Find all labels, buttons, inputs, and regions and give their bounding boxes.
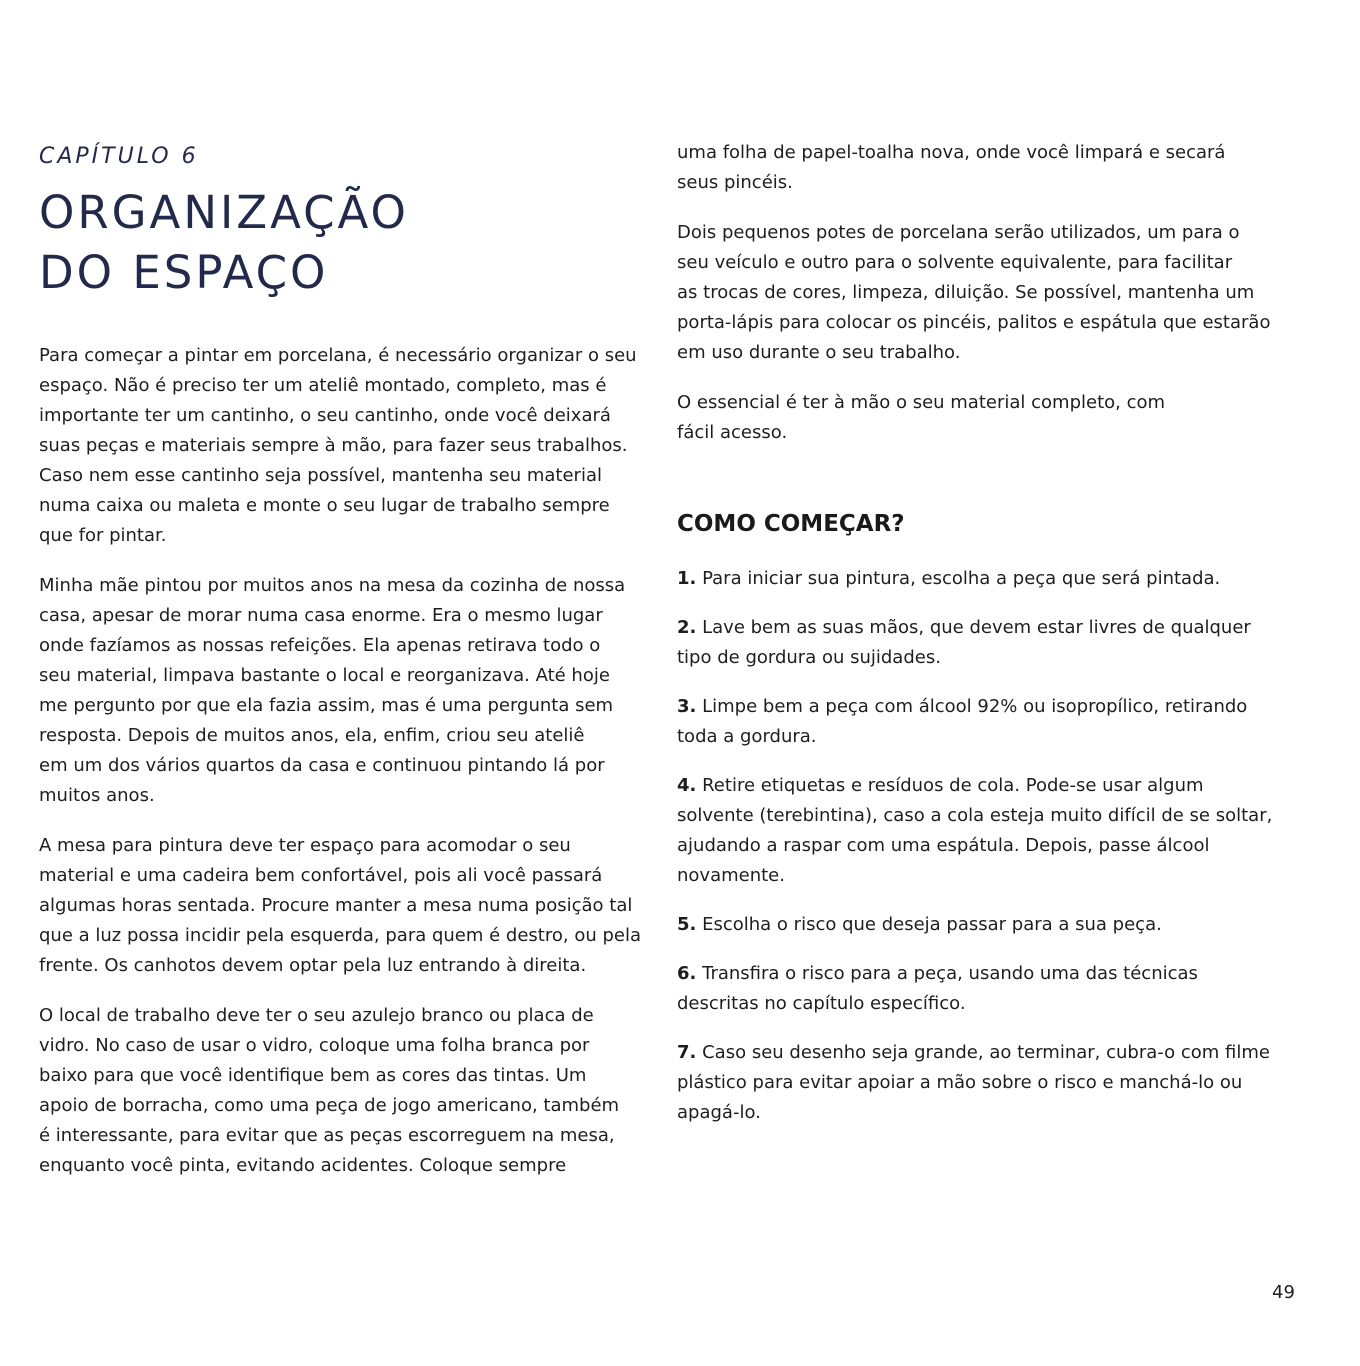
step-text: Retire etiquetas e resíduos de cola. Pode-se usar algum (702, 775, 1204, 796)
step-item (677, 959, 1272, 1019)
paragraph (39, 831, 641, 981)
paragraph-line: resposta. Depois de muitos anos, ela, enfim, criou seu ateliê (39, 725, 585, 746)
paragraph-line: importante ter um cantinho, o seu cantinho, onde você deixará (39, 405, 611, 426)
step-line (677, 1038, 1272, 1068)
step-line (677, 643, 1272, 673)
step-number: 2. (677, 617, 697, 638)
chapter-title-line-1: ORGANIZAÇÃO (39, 186, 409, 239)
step-item (677, 771, 1272, 891)
step-text: apagá-lo. (677, 1102, 761, 1123)
chapter-title-line-2: DO ESPAÇO (39, 246, 329, 299)
paragraph-line: frente. Os canhotos devem optar pela luz entrando à direita. (39, 955, 587, 976)
step-number: 1. (677, 568, 697, 589)
step-line (677, 831, 1272, 861)
step-text: toda a gordura. (677, 726, 817, 747)
paragraph-line: espaço. Não é preciso ter um ateliê montado, completo, mas é (39, 375, 607, 396)
step-text: tipo de gordura ou sujidades. (677, 647, 941, 668)
paragraph (677, 388, 1237, 448)
paragraph-line: porta-lápis para colocar os pincéis, palitos e espátula que estarão (677, 312, 1271, 333)
step-text: plástico para evitar apoiar a mão sobre o risco e manchá-lo ou (677, 1072, 1243, 1093)
step-line (677, 959, 1272, 989)
step-number: 6. (677, 963, 697, 984)
paragraph-line: A mesa para pintura deve ter espaço para acomodar o seu (39, 835, 571, 856)
paragraph-line: onde fazíamos as nossas refeições. Ela apenas retirava todo o (39, 635, 601, 656)
right-text-column (677, 138, 1271, 468)
step-item (677, 564, 1272, 594)
step-line (677, 692, 1272, 722)
paragraph-line: casa, apesar de morar numa casa enorme. Era o mesmo lugar (39, 605, 603, 626)
section-heading: COMO COMEÇAR? (677, 511, 905, 537)
step-line (677, 564, 1272, 594)
step-number: 3. (677, 696, 697, 717)
step-line (677, 613, 1272, 643)
paragraph-line: numa caixa ou maleta e monte o seu lugar de trabalho sempre (39, 495, 610, 516)
paragraph-line: Dois pequenos potes de porcelana serão utilizados, um para o (677, 222, 1240, 243)
paragraph-line: em uso durante o seu trabalho. (677, 342, 961, 363)
step-number: 4. (677, 775, 697, 796)
paragraph-line: seu material, limpava bastante o local e reorganizava. Até hoje (39, 665, 610, 686)
step-text: Transfira o risco para a peça, usando uma das técnicas (702, 963, 1198, 984)
step-item (677, 613, 1272, 673)
paragraph-line: material e uma cadeira bem confortável, pois ali você passará (39, 865, 603, 886)
chapter-title (39, 183, 409, 303)
paragraph-line: seus pincéis. (677, 172, 793, 193)
step-text: Para iniciar sua pintura, escolha a peça que será pintada. (702, 568, 1221, 589)
paragraph-line: uma folha de papel-toalha nova, onde você limpará e secará (677, 142, 1226, 163)
step-text: descritas no capítulo específico. (677, 993, 966, 1014)
paragraph-line: que a luz possa incidir pela esquerda, para quem é destro, ou pela (39, 925, 641, 946)
paragraph-line: fácil acesso. (677, 422, 788, 443)
step-line (677, 1068, 1272, 1098)
paragraph-line: as trocas de cores, limpeza, diluição. Se possível, mantenha um (677, 282, 1255, 303)
paragraph-line: me pergunto por que ela fazia assim, mas é uma pergunta sem (39, 695, 614, 716)
step-line (677, 861, 1272, 891)
paragraph-line: O essencial é ter à mão o seu material completo, com (677, 392, 1166, 413)
paragraph (39, 341, 637, 551)
paragraph (39, 1001, 620, 1181)
paragraph-line: seu veículo e outro para o solvente equivalente, para facilitar (677, 252, 1233, 273)
page-number: 49 (1272, 1282, 1295, 1303)
step-line (677, 722, 1272, 752)
paragraph-line: vidro. No caso de usar o vidro, coloque uma folha branca por (39, 1035, 590, 1056)
paragraph-line: algumas horas sentada. Procure manter a mesa numa posição tal (39, 895, 633, 916)
paragraph-line: que for pintar. (39, 525, 167, 546)
step-text: Lave bem as suas mãos, que devem estar livres de qualquer (702, 617, 1251, 638)
paragraph-line: Minha mãe pintou por muitos anos na mesa da cozinha de nossa (39, 575, 626, 596)
paragraph-line: baixo para que você identifique bem as cores das tintas. Um (39, 1065, 587, 1086)
paragraph-line: enquanto você pinta, evitando acidentes. Coloque sempre (39, 1155, 567, 1176)
step-line (677, 989, 1272, 1019)
step-number: 7. (677, 1042, 697, 1063)
paragraph-line: muitos anos. (39, 785, 155, 806)
step-item (677, 910, 1272, 940)
step-number: 5. (677, 914, 697, 935)
paragraph-line: Para começar a pintar em porcelana, é necessário organizar o seu (39, 345, 637, 366)
step-text: ajudando a raspar com uma espátula. Depois, passe álcool (677, 835, 1210, 856)
paragraph-line: suas peças e materiais sempre à mão, para fazer seus trabalhos. (39, 435, 628, 456)
step-item (677, 692, 1272, 752)
step-text: Caso seu desenho seja grande, ao terminar, cubra-o com filme (702, 1042, 1270, 1063)
left-text-column (39, 341, 641, 1201)
paragraph (39, 571, 626, 811)
step-line (677, 801, 1272, 831)
step-line (677, 771, 1272, 801)
step-text: solvente (terebintina), caso a cola esteja muito difícil de se soltar, (677, 805, 1273, 826)
paragraph-line: apoio de borracha, como uma peça de jogo americano, também (39, 1095, 620, 1116)
steps-list (677, 564, 1272, 1147)
step-line (677, 910, 1272, 940)
paragraph-line: Caso nem esse cantinho seja possível, mantenha seu material (39, 465, 602, 486)
paragraph-line: é interessante, para evitar que as peças escorreguem na mesa, (39, 1125, 615, 1146)
chapter-label: CAPÍTULO 6 (39, 144, 199, 169)
paragraph-line: O local de trabalho deve ter o seu azulejo branco ou placa de (39, 1005, 594, 1026)
step-item (677, 1038, 1272, 1128)
paragraph (677, 218, 1271, 368)
paragraph (677, 138, 1237, 198)
step-text: Limpe bem a peça com álcool 92% ou isopropílico, retirando (702, 696, 1248, 717)
step-line (677, 1098, 1272, 1128)
step-text: novamente. (677, 865, 785, 886)
paragraph-line: em um dos vários quartos da casa e continuou pintando lá por (39, 755, 605, 776)
step-text: Escolha o risco que deseja passar para a sua peça. (702, 914, 1162, 935)
